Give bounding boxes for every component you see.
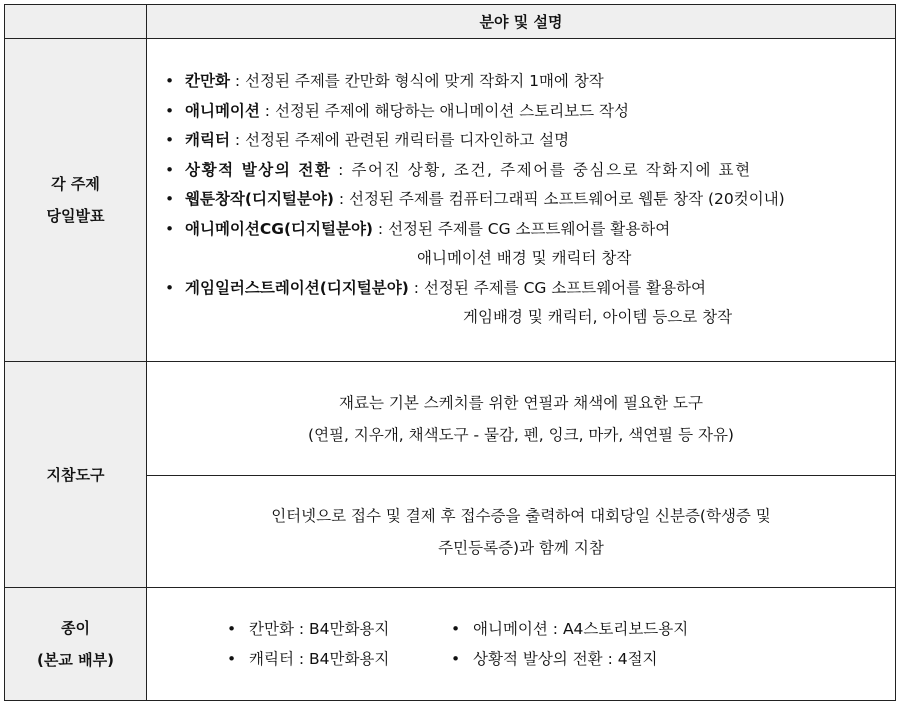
materials-line2: (연필, 지우개, 채색도구 - 물감, 펜, 잉크, 마카, 색연필 등 자유): [308, 425, 734, 444]
tools-row-materials: [5, 362, 896, 476]
paper-item: • 애니메이션 : A4스토리보드용지: [451, 620, 689, 638]
topic-item-webtoon: • 웹툰창작(디지털분야) : 선정된 주제를 컴퓨터그래픽 소프트웨어로 웹툰 창작 (20컷이내): [165, 190, 785, 209]
topic-item-animation-cg: • 애니메이션CG(디지털분야) : 선정된 주제를 CG 소프트웨어를 활용하여 애니메이션 배경 및 캐릭터 창작: [165, 215, 895, 274]
paper-item: • 상황적 발상의 전환 : 4절지: [451, 650, 658, 668]
paper-label-line1: 종이: [61, 619, 90, 637]
paper-item: • 캐릭터 : B4만화용지: [227, 650, 390, 668]
id-line1: 인터넷으로 접수 및 결제 후 접수증을 출력하여 대회당일 신분증(학생증 및: [271, 506, 771, 525]
field-description-header: 분야 및 설명: [147, 5, 896, 39]
tools-label: 지참도구: [5, 362, 147, 588]
topic-item-animation: • 애니메이션 : 선정된 주제에 해당하는 애니메이션 스토리보드 작성: [165, 101, 629, 120]
paper-item: • 칸만화 : B4만화용지: [227, 620, 390, 638]
header-row: [5, 5, 896, 39]
topics-label-line2: 당일발표: [46, 207, 105, 225]
paper-cell: [147, 588, 896, 701]
paper-row: [5, 588, 896, 701]
id-cell: [147, 476, 896, 588]
paper-label: [5, 588, 147, 701]
topic-item-game-illustration-cont: 게임배경 및 캐릭터, 아이템 등으로 창작: [463, 308, 733, 327]
paper-list: [147, 614, 895, 674]
paper-line-2: [227, 644, 895, 674]
topics-cell: [147, 39, 896, 362]
topic-item-game-illustration: • 게임일러스트레이션(디지털분야) : 선정된 주제를 CG 소프트웨어를 활용하여 게임배경 및 캐릭터, 아이템 등으로 창작: [165, 274, 895, 333]
topic-list: [147, 67, 895, 333]
materials-cell: [147, 362, 896, 476]
topic-item-character: • 캐릭터 : 선정된 주제에 관련된 캐릭터를 디자인하고 설명: [165, 131, 570, 150]
paper-label-line2: (본교 배부): [37, 651, 114, 669]
topic-item-cartoon: • 칸만화 : 선정된 주제를 칸만화 형식에 맞게 작화지 1매에 창작: [165, 72, 604, 91]
topic-item-animation-cg-cont: 애니메이션 배경 및 캐릭터 창작: [417, 249, 632, 268]
paper-line-1: [227, 614, 895, 644]
topics-row: [5, 39, 896, 362]
contest-info-table: [4, 4, 896, 701]
materials-line1: 재료는 기본 스케치를 위한 연필과 채색에 필요한 도구: [339, 393, 703, 412]
topic-item-situational: • 상황적 발상의 전환 : 주어진 상황, 조건, 주제어를 중심으로 작화지에 표현: [165, 160, 752, 179]
header-empty-cell: [5, 5, 147, 39]
id-line2: 주민등록증)과 함께 지참: [438, 538, 604, 557]
topics-label: [5, 39, 147, 362]
topics-label-line1: 각 주제: [51, 175, 100, 193]
